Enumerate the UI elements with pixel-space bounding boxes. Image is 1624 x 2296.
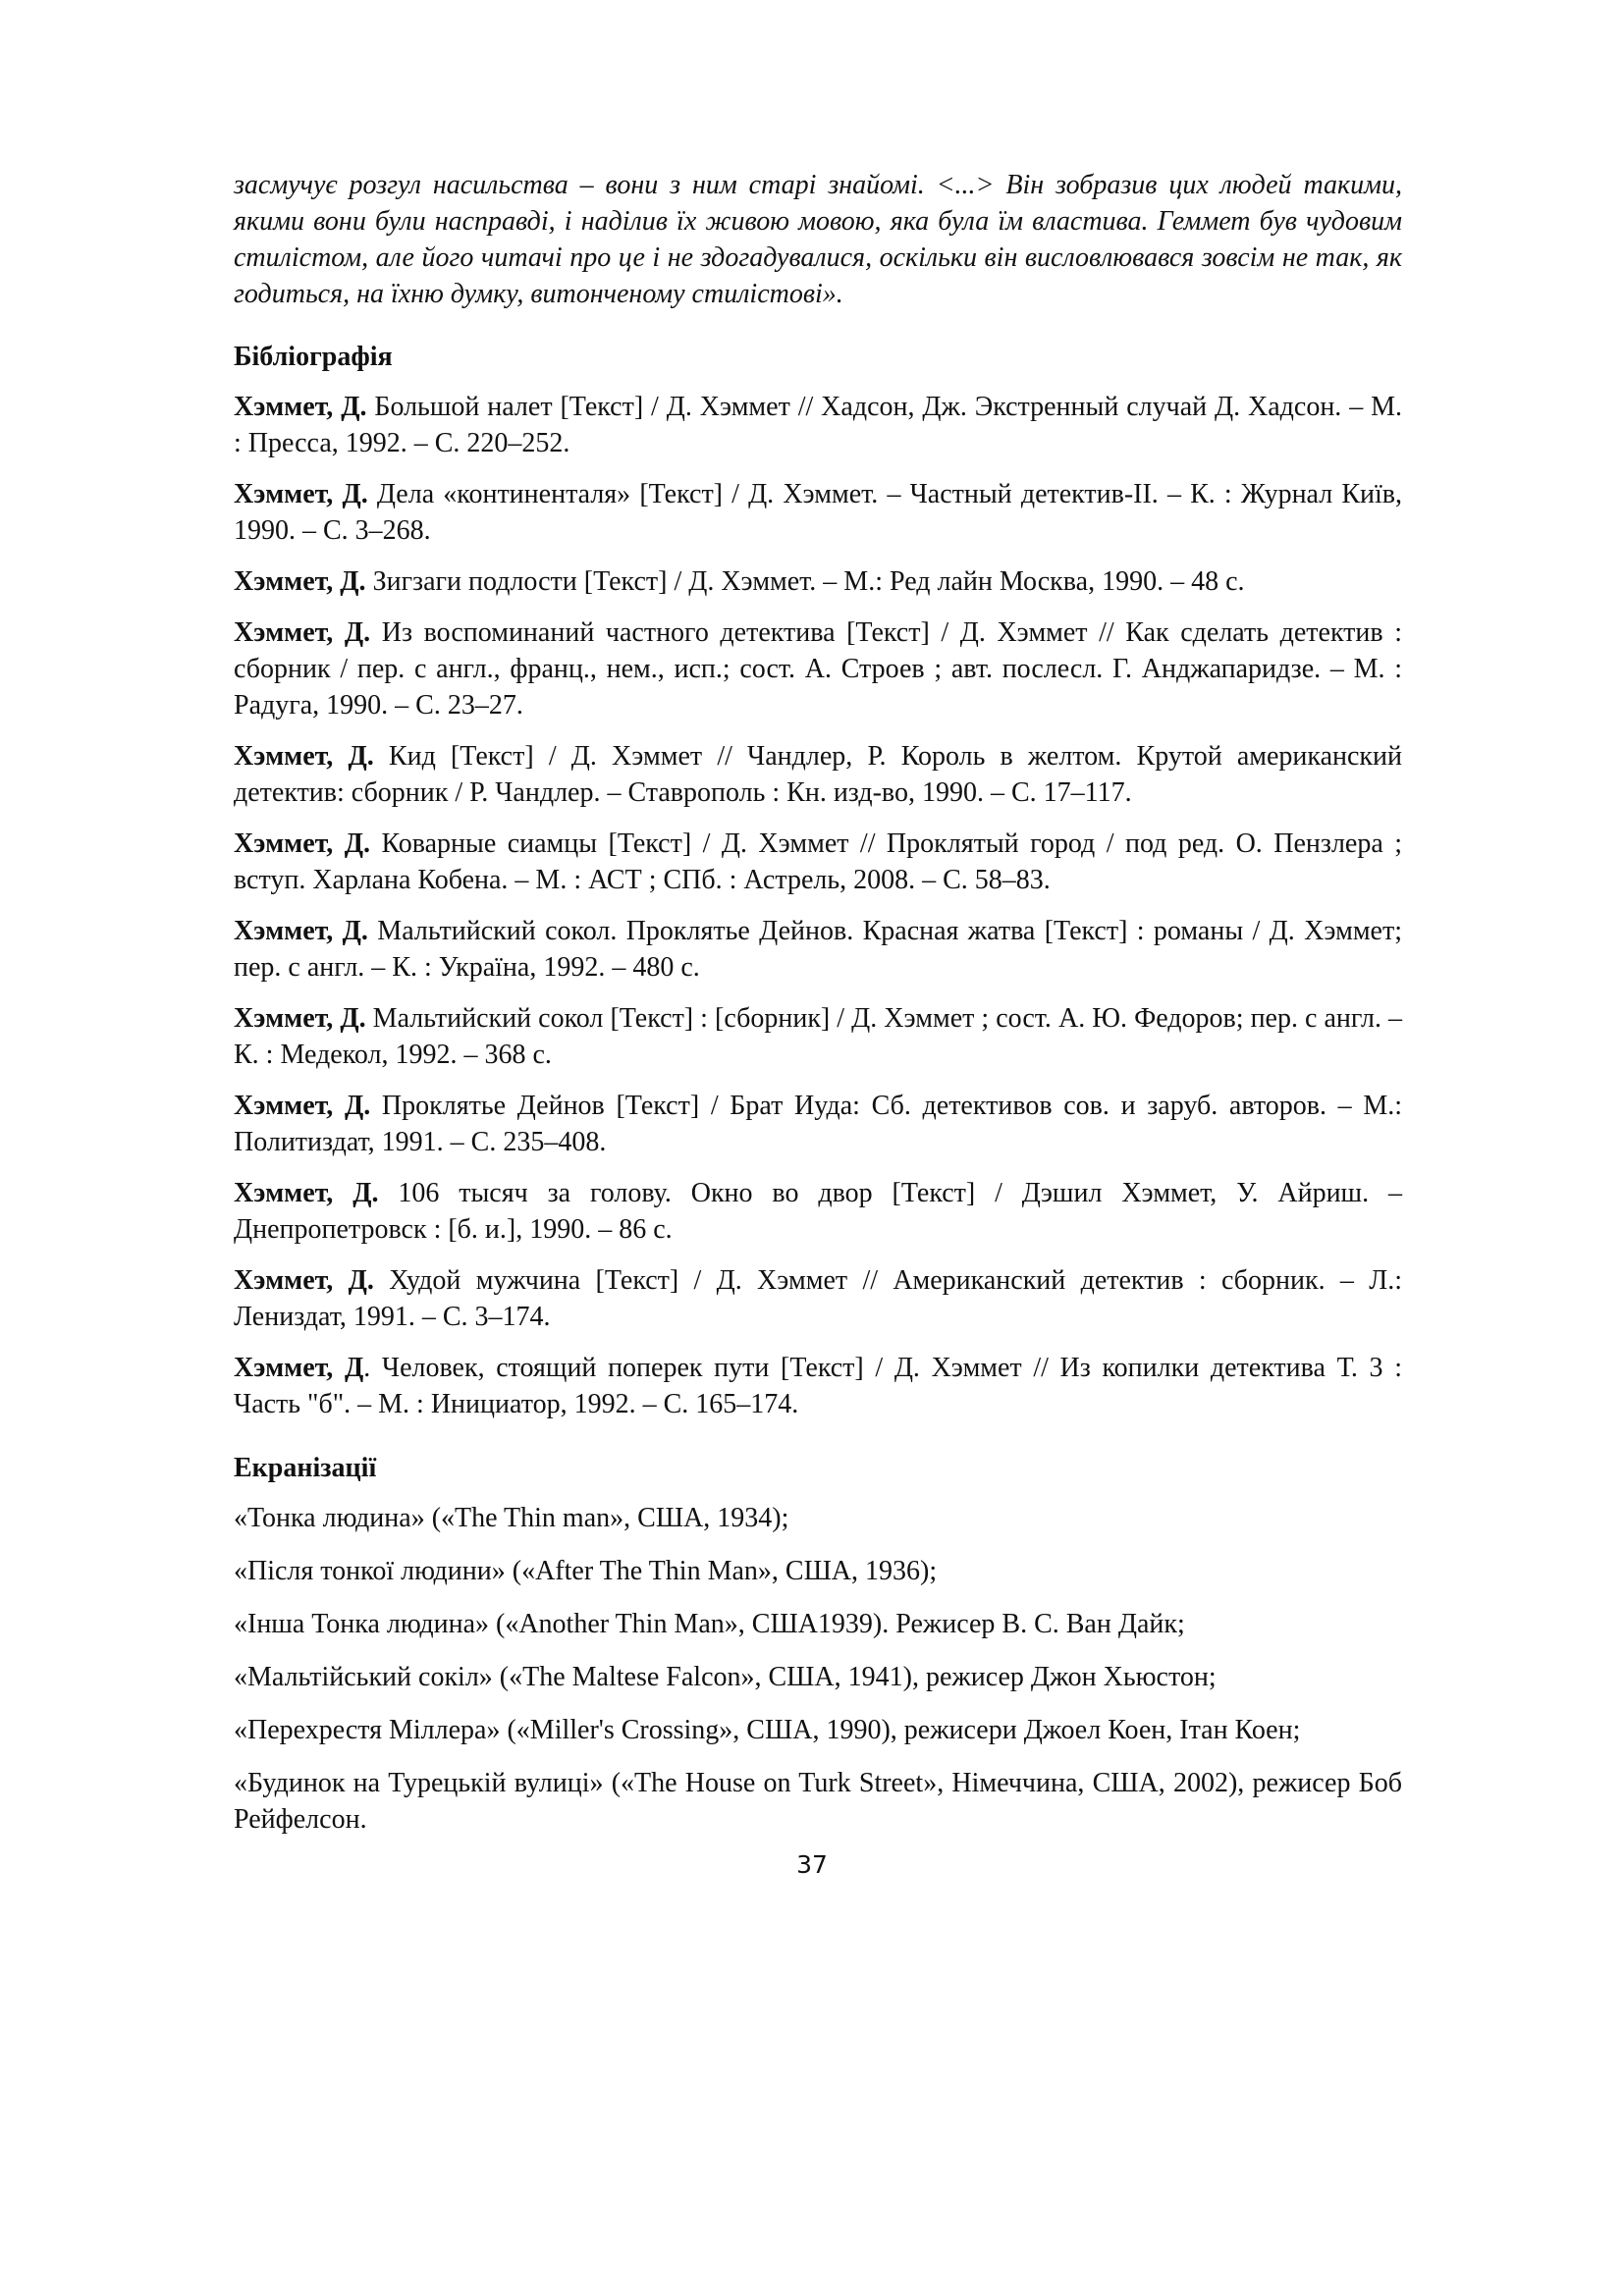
bibliography-author: Хэммет, Д.	[234, 1003, 366, 1034]
bibliography-author: Хэммет, Д.	[234, 617, 371, 648]
adaptation-entry: «Будинок на Турецькій вулиці» («The House on Turk Street», Німеччина, США, 2002), режисер Боб Рейфелсон.	[234, 1768, 1402, 1835]
bibliography-entry	[234, 1088, 1402, 1160]
page-number: 37	[796, 1850, 828, 1879]
bibliography-entry	[234, 1350, 1402, 1422]
bibliography-text: 106 тысяч за голову. Окно во двор [Текст] / Дэшил Хэммет, У. Айриш. – Днепропетровск : [б. и.], 1990. – 86 с.	[234, 1178, 1403, 1245]
adaptation-entry: «Після тонкої людини» («After The Thin Man», США, 1936);	[234, 1556, 938, 1586]
adaptations-list	[234, 1500, 1402, 1838]
bibliography-entry	[234, 826, 1402, 898]
page-body	[234, 167, 1402, 1854]
bibliography-heading: Бібліографія	[234, 342, 393, 372]
bibliography-entry	[234, 738, 1402, 811]
bibliography-author: Хэммет, Д.	[234, 916, 368, 946]
bibliography-author: Хэммет, Д.	[234, 741, 374, 772]
bibliography-author: Хэммет, Д	[234, 1353, 364, 1383]
adaptation-entry: «Мальтійський сокіл» («The Maltese Falcon», США, 1941), режисер Джон Хьюстон;	[234, 1662, 1217, 1692]
bibliography-text: Зигзаги подлости [Текст] / Д. Хэммет. – М.: Ред лайн Москва, 1990. – 48 с.	[365, 566, 1245, 597]
bibliography-author: Хэммет, Д.	[234, 566, 366, 597]
bibliography-author: Хэммет, Д.	[234, 392, 367, 422]
bibliography-author: Хэммет, Д.	[234, 1178, 379, 1208]
bibliography-text: Коварные сиамцы [Текст] / Д. Хэммет // Проклятый город / под ред. О. Пензлера ; вступ. Харлана Кобена. – М. : АСТ ; СПб. : Астрель, 2008. – С. 58–83.	[234, 828, 1403, 895]
bibliography-text: Большой налет [Текст] / Д. Хэммет // Хадсон, Дж. Экстренный случай Д. Хадсон. – М. : Пресса, 1992. – С. 220–252.	[234, 392, 1403, 458]
bibliography-entry	[234, 1262, 1402, 1335]
bibliography-text: Проклятье Дейнов [Текст] / Брат Иуда: Сб. детективов сов. и заруб. авторов. – М.: Политиздат, 1991. – С. 235–408.	[234, 1091, 1402, 1157]
bibliography-text: Дела «континенталя» [Текст] / Д. Хэммет. – Частный детектив-II. – К. : Журнал Київ, 1990. – С. 3–268.	[234, 479, 1403, 546]
bibliography-entry	[234, 563, 1402, 600]
bibliography-text: . Человек, стоящий поперек пути [Текст] / Д. Хэммет // Из копилки детектива Т. 3 : Часть "б". – М. : Инициатор, 1992. – С. 165–174.	[234, 1353, 1402, 1419]
bibliography-entry	[234, 1175, 1402, 1248]
adaptations-heading: Екранізації	[234, 1453, 377, 1483]
bibliography-list	[234, 389, 1402, 1422]
adaptation-entry: «Перехрестя Міллера» («Miller's Crossing», США, 1990), режисери Джоел Коен, Ітан Коен;	[234, 1715, 1301, 1745]
bibliography-entry	[234, 476, 1402, 549]
bibliography-text: Мальтийский сокол [Текст] : [сборник] / Д. Хэммет ; сост. А. Ю. Федоров; пер. с англ. – К. : Медекол, 1992. – 368 с.	[234, 1003, 1403, 1070]
bibliography-entry	[234, 1000, 1402, 1073]
adaptation-entry: «Інша Тонка людина» («Another Thin Man», США1939). Режисер В. С. Ван Дайк;	[234, 1609, 1185, 1639]
bibliography-text: Из воспоминаний частного детектива [Текст] / Д. Хэммет // Как сделать детектив : сборник / пер. с англ., франц., нем., исп.; сост. А. Строев ; авт. послесл. Г. Анджапаридзе. – М. : Радуга, 1990. – С. 23–27.	[234, 617, 1402, 721]
bibliography-text: Мальтийский сокол. Проклятье Дейнов. Красная жатва [Текст] : романы / Д. Хэммет; пер. с англ. – К. : Україна, 1992. – 480 с.	[234, 916, 1403, 983]
bibliography-text: Худой мужчина [Текст] / Д. Хэммет // Американский детектив : сборник. – Л.: Лениздат, 1991. – С. 3–174.	[234, 1265, 1402, 1332]
bibliography-author: Хэммет, Д.	[234, 1091, 371, 1121]
bibliography-author: Хэммет, Д.	[234, 1265, 374, 1296]
quote-paragraph: засмучує розгул насильства – вони з ним старі знайомі. <...> Він зобразив цих людей такими, якими вони були насправді, і наділив їх живою мовою, яка була їм властива. Геммет був чудовим стилістом, але його читачі про це і не здогадувалися, оскільки він висловлювався зовсім не так, як годиться, на їхню думку, витонченому стилістові».	[234, 170, 1402, 309]
bibliography-entry	[234, 614, 1402, 723]
adaptation-entry: «Тонка людина» («The Thin man», США, 1934);	[234, 1503, 789, 1533]
bibliography-text: Кид [Текст] / Д. Хэммет // Чандлер, Р. Король в желтом. Крутой американский детектив: сборник / Р. Чандлер. – Ставрополь : Кн. изд-во, 1990. – С. 17–117.	[234, 741, 1403, 808]
bibliography-author: Хэммет, Д.	[234, 828, 371, 859]
bibliography-author: Хэммет, Д.	[234, 479, 368, 509]
bibliography-entry	[234, 389, 1402, 461]
bibliography-entry	[234, 913, 1402, 986]
